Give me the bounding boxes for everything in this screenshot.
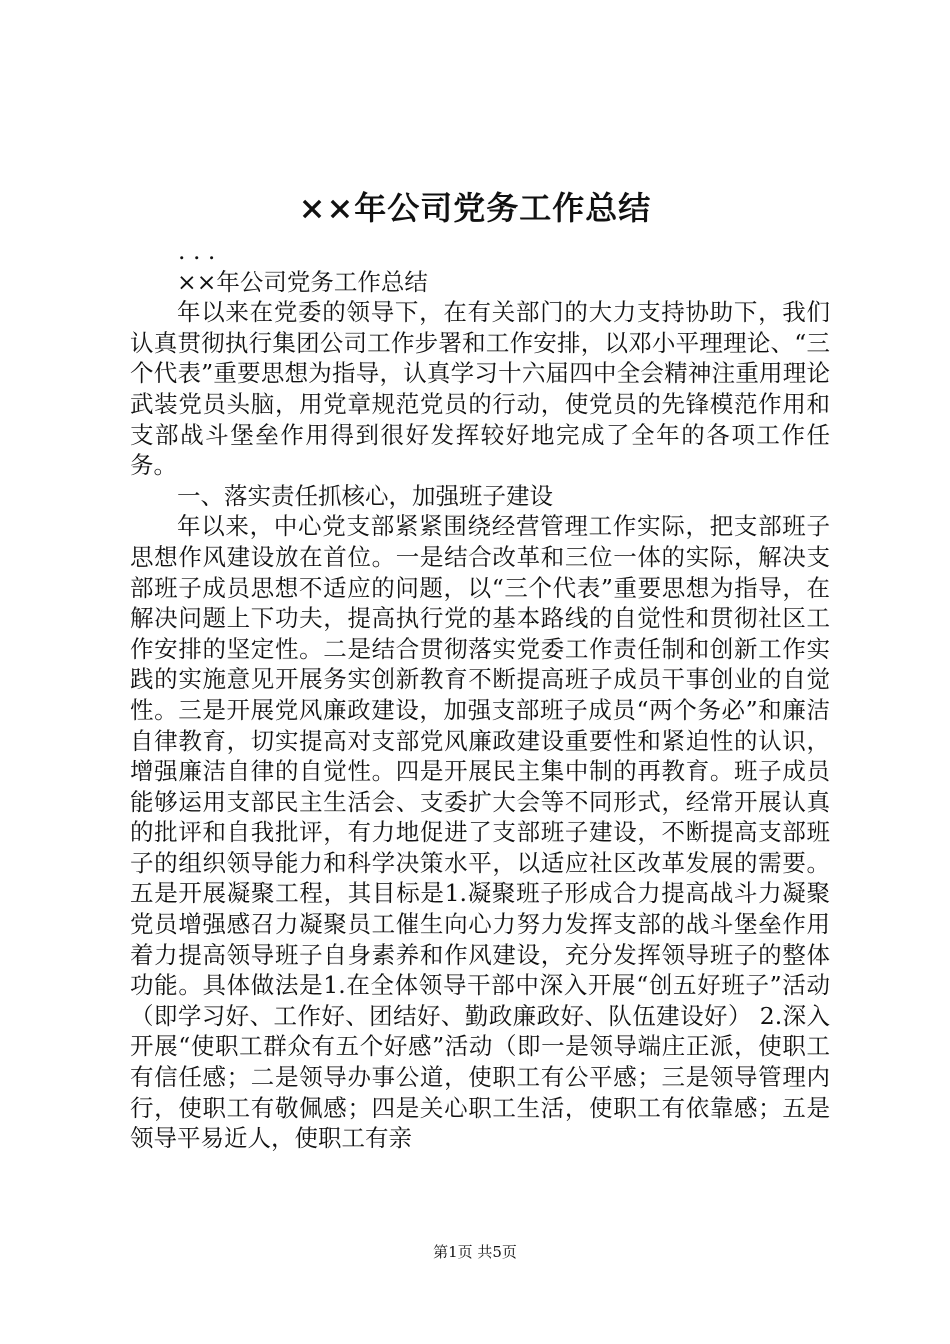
paragraph-intro: 年以来在党委的领导下，在有关部门的大力支持协助下，我们认真贯彻执行集团公司工作步署和工作安排，以邓小平理理论、“三个代表”重要思想为指导，认真学习十六届四中全会精神注重用理论武装党员头脑，用党章规范党员的行动，使党员的先锋模范作用和支部战斗堡垒作用得到很好发挥较好地完成了全年的各项工作任务。: [130, 298, 830, 480]
paragraph-section-1: 年以来，中心党支部紧紧围绕经营管理工作实际，把支部班子思想作风建设放在首位。一是结合改革和三位一体的实际，解决支部班子成员思想不适应的问题，以“三个代表”重要思想为指导，在解决问题上下功夫，提高执行党的基本路线的自觉性和贯彻社区工作安排的坚定性。二是结合贯彻落实党委工作责任制和创新工作实践的实施意见开展务实创新教育不断提高班子成员干事创业的自觉性。三是开展党风廉政建设，加强支部班子成员“两个务必”和廉洁自律教育，切实提高对支部党风廉政建设重要性和紧迫性的认识，增强廉洁自律的自觉性。四是开展民主集中制的再教育。班子成员能够运用支部民主生活会、支委扩大会等不同形式，经常开展认真的批评和自我批评，有力地促进了支部班子建设，不断提高支部班子的组织领导能力和科学决策水平，以适应社区改革发展的需要。五是开展凝聚工程，其目标是1.凝聚班子形成合力提高战斗力凝聚党员增强感召力凝聚员工催生向心力努力发挥支部的战斗堡垒作用着力提高领导班子自身素养和作风建设，充分发挥领导班子的整体功能。具体做法是1.在全体领导干部中深入开展“创五好班子”活动（即学习好、工作好、团结好、勤政廉政好、队伍建设好） 2.深入开展“使职工群众有五个好感”活动（即一是领导端庄正派，使职工有信任感；二是领导办事公道，使职工有公平感；三是领导管理内行，使职工有敬佩感；四是关心职工生活，使职工有依靠感；五是领导平易近人，使职工有亲: [130, 512, 830, 1153]
page-footer: 第1页 共5页: [433, 1243, 517, 1261]
section-heading: 一、落实责任抓核心，加强班子建设: [177, 481, 553, 510]
document-subtitle: ××年公司党务工作总结: [177, 267, 428, 296]
document-body: [130, 236, 830, 1154]
document-title: ××年公司党务工作总结: [298, 189, 652, 227]
ellipsis-line: . . .: [178, 237, 216, 265]
